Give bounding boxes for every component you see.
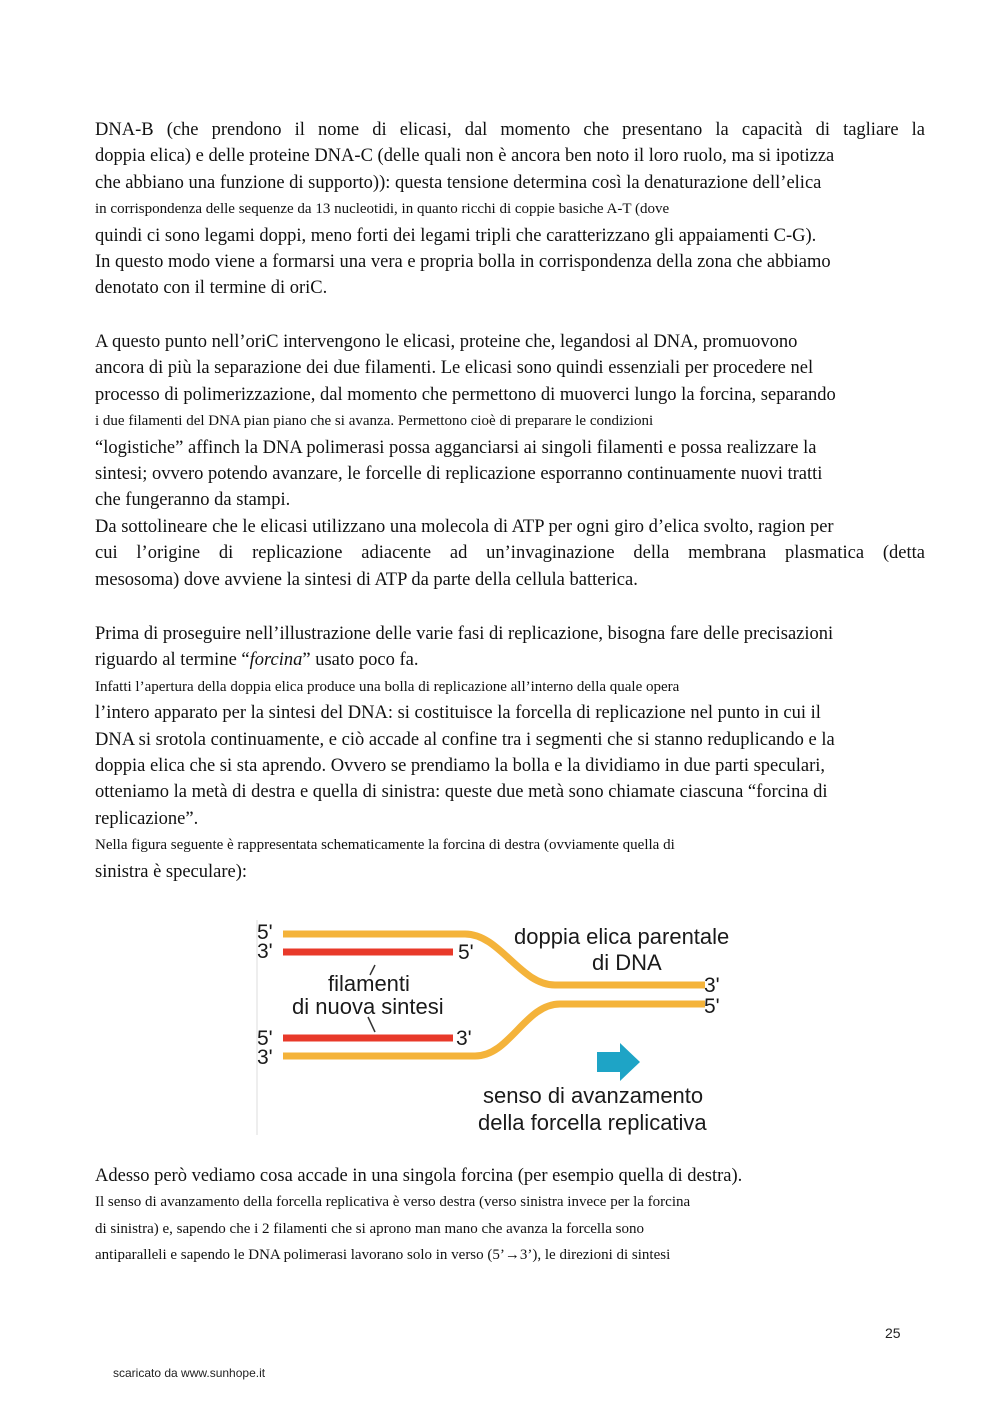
text-line: denotato con il termine di oriC. [95, 278, 328, 299]
label-direction-2: della forcella replicativa [478, 1110, 707, 1135]
text-line: ancora di più la separazione dei due filamenti. Le elicasi sono quindi essenziali per procedere nel [95, 358, 814, 379]
label-5-top: 5' [257, 921, 273, 944]
text-line: quindi ci sono legami doppi, meno forti dei legami tripli che caratterizzano gli appaiamenti C-G). [95, 225, 817, 246]
text-line: sinistra è speculare): [95, 861, 248, 882]
text-line: sintesi; ovvero potendo avanzare, le forcelle di replicazione esporranno continuamente nuovi tratti [95, 464, 823, 485]
paragraph-3 [95, 621, 925, 885]
label-3-mid-bottom: 3' [456, 1027, 472, 1050]
label-5-mid-top: 5' [458, 941, 474, 964]
text-line: in corrispondenza delle sequenze da 13 nucleotidi, in quanto ricchi di coppie basiche A-T (dove [95, 201, 670, 218]
text-line: Da sottolineare che le elicasi utilizzano una molecola di ATP per ogni giro d’elica svolto, ragion per [95, 516, 834, 537]
text-line: doppia elica) e delle proteine DNA-C (delle quali non è ancora ben noto il loro ruolo, ma si ipotizza [95, 146, 835, 167]
label-3-top: 3' [257, 940, 273, 963]
text-line: Prima di proseguire nell’illustrazione delle varie fasi di replicazione, bisogna fare delle precisazioni [95, 624, 834, 644]
label-parental-1: doppia elica parentale [514, 924, 730, 949]
paragraph-4 [95, 1163, 925, 1269]
text-line: In questo modo viene a formarsi una vera e propria bolla in corrispondenza della zona che abbiamo [95, 252, 831, 273]
text-fragment: riguardo al termine “ [95, 650, 250, 671]
text-line: replicazione”. [95, 808, 199, 829]
text-line: “logistiche” affinch la DNA polimerasi possa agganciarsi ai singoli filamenti e possa realizzare la [95, 437, 817, 458]
text-line: DNA-B (che prendono il nome di elicasi, dal momento che presentano la capacità di tagliare la [95, 120, 925, 140]
arrow-right-icon [597, 1043, 640, 1081]
leader-line-bottom [368, 1017, 375, 1032]
text-line: antiparalleli e sapendo le DNA polimerasi lavorano solo in verso (5’→3’), le direzioni di sintesi [95, 1247, 671, 1264]
text-line: DNA si srotola continuamente, e ciò accade al confine tra i segmenti che si stanno reduplicando e la [95, 729, 835, 750]
page-number: 25 [885, 1325, 901, 1341]
text-line: di sinistra) e, sapendo che i 2 filamenti che si aprono man mano che avanza la forcella sono [95, 1220, 644, 1237]
text-line: cui l’origine di replicazione adiacente ad un’invaginazione della membrana plasmatica (detta [95, 543, 925, 564]
paragraph-2 [95, 329, 925, 593]
text-line: che abbiano una funzione di supporto)): questa tensione determina così la denaturazione dell’elica [95, 172, 822, 193]
text-line: che fungeranno da stampi. [95, 490, 291, 511]
label-direction-1: senso di avanzamento [483, 1083, 704, 1108]
text-line: Nella figura seguente è rappresentata schematicamente la forcina di destra (ovviamente quella di [95, 837, 675, 854]
footer-source: scaricato da www.sunhope.it [113, 1366, 266, 1380]
text-line: l’intero apparato per la sintesi del DNA: si costituisce la forcella di replicazione nel punto in cui il [95, 703, 821, 724]
replication-fork-figure [255, 915, 755, 1140]
label-new-1: filamenti [328, 971, 410, 996]
text-line: Infatti l’apertura della doppia elica produce una bolla di replicazione all’interno della quale opera [95, 678, 680, 695]
label-3-bottom: 3' [257, 1046, 273, 1069]
text-line: i due filamenti del DNA pian piano che si avanza. Permettono cioè di preparare le condizioni [95, 413, 654, 430]
text-line [95, 647, 925, 673]
text-line: A questo punto nell’oriC intervengono le elicasi, proteine che, legandosi al DNA, promuovono [95, 332, 798, 352]
text-line: otteniamo la metà di destra e quella di sinistra: queste due metà sono chiamate ciascuna “forcina di [95, 782, 828, 803]
text-fragment: ” usato poco fa. [302, 650, 419, 671]
paragraph-1 [95, 117, 925, 302]
label-new-2: di nuova sintesi [292, 994, 444, 1019]
label-5-right: 5' [704, 995, 720, 1018]
italic-term: forcina [249, 650, 303, 671]
label-5-bottom: 5' [257, 1027, 273, 1050]
label-parental-2: di DNA [592, 950, 662, 975]
text-line: processo di polimerizzazione, dal momento che permettono di muoverci lungo la forcina, separando [95, 384, 836, 405]
text-line: Il senso di avanzamento della forcella replicativa è verso destra (verso sinistra invece per la forcina [95, 1194, 691, 1211]
replication-fork-diagram [255, 915, 755, 1140]
text-line: doppia elica che si sta aprendo. Ovvero se prendiamo la bolla e la dividiamo in due parti speculari, [95, 756, 825, 777]
text-line: Adesso però vediamo cosa accade in una singola forcina (per esempio quella di destra). [95, 1166, 743, 1186]
text-line: mesosoma) dove avviene la sintesi di ATP da parte della cellula batterica. [95, 569, 638, 590]
label-3-right: 3' [704, 974, 720, 997]
